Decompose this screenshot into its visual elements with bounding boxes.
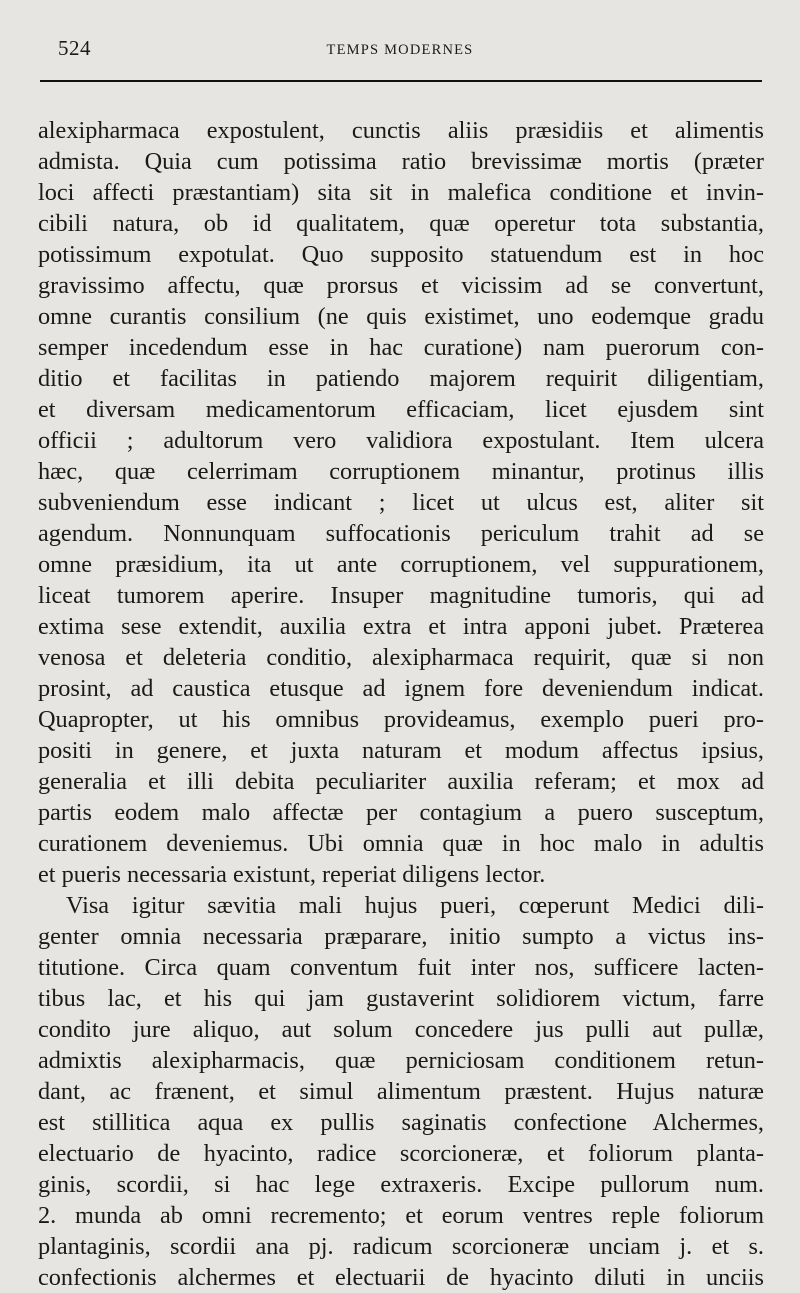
text-line: admista. Quia cum potissima ratio brevissimæ mortis (præter — [38, 148, 764, 175]
text-line: loci affecti præstantiam) sita sit in malefica conditione et invin- — [38, 179, 764, 206]
text-line: 2. munda ab omni recremento; et eorum ventres reple foliorum — [38, 1202, 764, 1229]
text-line: gravissimo affectu, quæ prorsus et vicissim ad se convertunt, — [38, 272, 764, 299]
text-line: ginis, scordii, si hac lege extraxeris. Excipe pullorum num. — [38, 1171, 764, 1198]
text-line: liceat tumorem aperire. Insuper magnitudine tumoris, qui ad — [38, 582, 764, 609]
text-line: et diversam medicamentorum efficaciam, licet ejusdem sint — [38, 396, 764, 423]
text-line: agendum. Nonnunquam suffocationis periculum trahit ad se — [38, 520, 764, 547]
text-line: genter omnia necessaria præparare, initio sumpto a victus ins- — [38, 923, 764, 950]
text-line: Quapropter, ut his omnibus provideamus, exemplo pueri pro- — [38, 706, 764, 733]
text-line: semper incedendum esse in hac curatione) nam puerorum con- — [38, 334, 764, 361]
header-rule — [40, 80, 762, 82]
text-line: positi in genere, et juxta naturam et modum affectus ipsius, — [38, 737, 764, 764]
text-line: plantaginis, scordii ana pj. radicum scorcioneræ unciam j. et s. — [38, 1233, 764, 1260]
text-line: dant, ac frænent, et simul alimentum præstent. Hujus naturæ — [38, 1078, 764, 1105]
text-line: potissimum expotulat. Quo supposito statuendum est in hoc — [38, 241, 764, 268]
text-line: omne curantis consilium (ne quis existimet, uno eodemque gradu — [38, 303, 764, 330]
text-line: cibili natura, ob id qualitatem, quæ operetur tota substantia, — [38, 210, 764, 237]
text-line: tibus lac, et his qui jam gustaverint solidiorem victum, farre — [38, 985, 764, 1012]
text-line: omne præsidium, ita ut ante corruptionem, vel suppurationem, — [38, 551, 764, 578]
text-line: admixtis alexipharmacis, quæ perniciosam conditionem retun- — [38, 1047, 764, 1074]
paragraph — [38, 115, 764, 890]
text-line: hæc, quæ celerrimam corruptionem minantur, protinus illis — [38, 458, 764, 485]
text-line: electuario de hyacinto, radice scorcioneræ, et foliorum planta- — [38, 1140, 764, 1167]
paragraph — [38, 890, 764, 1293]
text-line: est stillitica aqua ex pullis saginatis confectione Alchermes, — [38, 1109, 764, 1136]
text-line: curationem deveniemus. Ubi omnia quæ in hoc malo in adultis — [38, 830, 764, 857]
text-line: officii ; adultorum vero validiora expostulant. Item ulcera — [38, 427, 764, 454]
text-line: et pueris necessaria existunt, reperiat diligens lector. — [38, 861, 546, 888]
text-line: confectionis alchermes et electuarii de hyacinto diluti in unciis — [38, 1264, 764, 1291]
page-header — [40, 36, 760, 66]
body-text — [38, 115, 764, 1293]
text-line: condito jure aliquo, aut solum concedere jus pulli aut pullæ, — [38, 1016, 764, 1043]
text-line: venosa et deleteria conditio, alexipharmaca requirit, quæ si non — [38, 644, 764, 671]
text-line: Visa igitur sævitia mali hujus pueri, cœperunt Medici dili- — [66, 892, 764, 919]
text-line: alexipharmaca expostulent, cunctis aliis præsidiis et alimentis — [38, 117, 764, 144]
text-line: extima sese extendit, auxilia extra et intra apponi jubet. Præterea — [38, 613, 764, 640]
page-number: 524 — [58, 36, 91, 60]
running-title: TEMPS MODERNES — [326, 42, 474, 58]
text-line: generalia et illi debita peculiariter auxilia referam; et mox ad — [38, 768, 764, 795]
text-line: partis eodem malo affectæ per contagium a puero susceptum, — [38, 799, 764, 826]
text-line: subveniendum esse indicant ; licet ut ulcus est, aliter sit — [38, 489, 764, 516]
text-line: ditio et facilitas in patiendo majorem requirit diligentiam, — [38, 365, 764, 392]
text-line: prosint, ad caustica etusque ad ignem fore deveniendum indicat. — [38, 675, 764, 702]
text-line: titutione. Circa quam conventum fuit inter nos, sufficere lacten- — [38, 954, 764, 981]
